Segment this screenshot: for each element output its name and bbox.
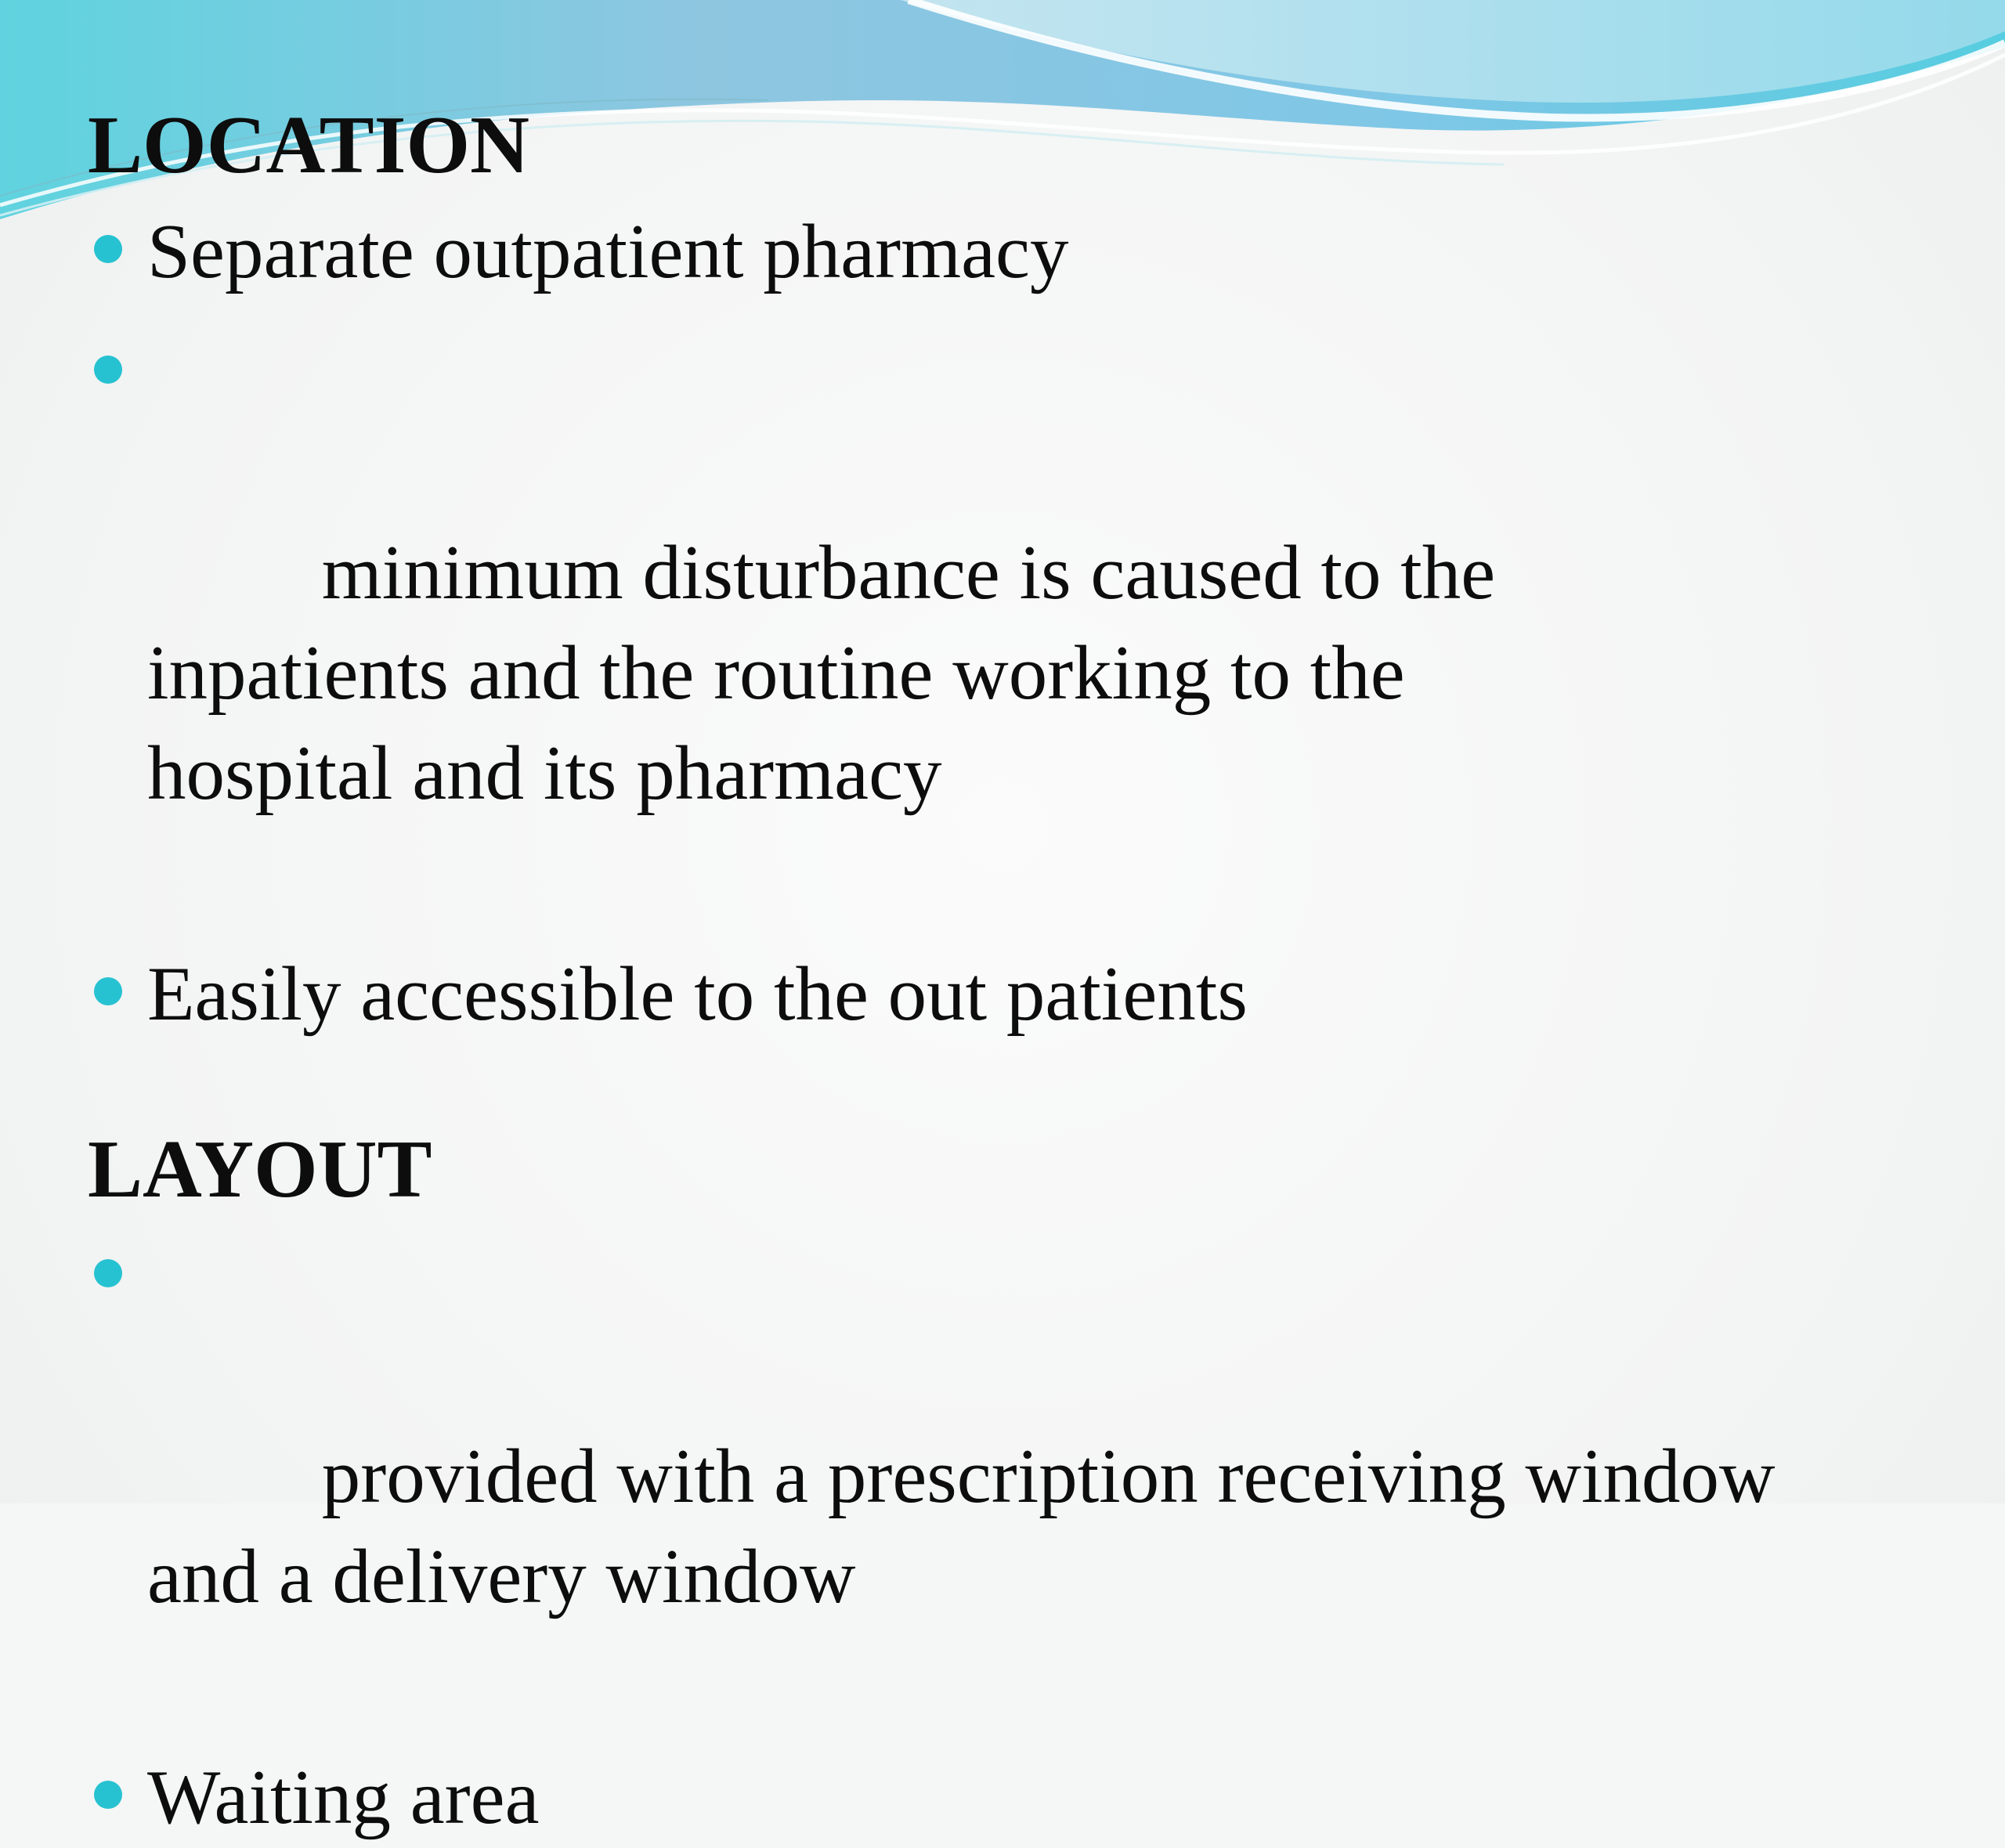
bullet-text: Separate outpatient pharmacy bbox=[147, 209, 1069, 294]
section-heading-layout: LAYOUT bbox=[88, 1123, 432, 1215]
bullet-text: provided with a prescription receiving window and a delivery window bbox=[147, 1434, 1795, 1619]
bullet-list-location bbox=[88, 202, 1889, 1045]
slide-content bbox=[88, 94, 1889, 1848]
bullet-list-layout bbox=[88, 1226, 1889, 1848]
bullet-item bbox=[88, 1226, 1831, 1727]
bullet-text: Waiting area bbox=[147, 1755, 540, 1840]
bullet-icon bbox=[94, 356, 122, 384]
bullet-item bbox=[88, 202, 1889, 302]
bullet-item bbox=[88, 1748, 1889, 1848]
bullet-icon bbox=[94, 1781, 122, 1809]
bullet-text: minimum disturbance is caused to the inpatients and the routine working to the hospital and its pharmacy bbox=[147, 530, 1515, 816]
bullet-item bbox=[88, 944, 1889, 1045]
bullet-icon bbox=[94, 235, 122, 263]
bullet-item bbox=[88, 323, 1635, 924]
bullet-icon bbox=[94, 1259, 122, 1287]
section-heading-location: LOCATION bbox=[88, 99, 529, 190]
bullet-text: Easily accessible to the out patients bbox=[147, 951, 1248, 1037]
bullet-icon bbox=[94, 977, 122, 1005]
